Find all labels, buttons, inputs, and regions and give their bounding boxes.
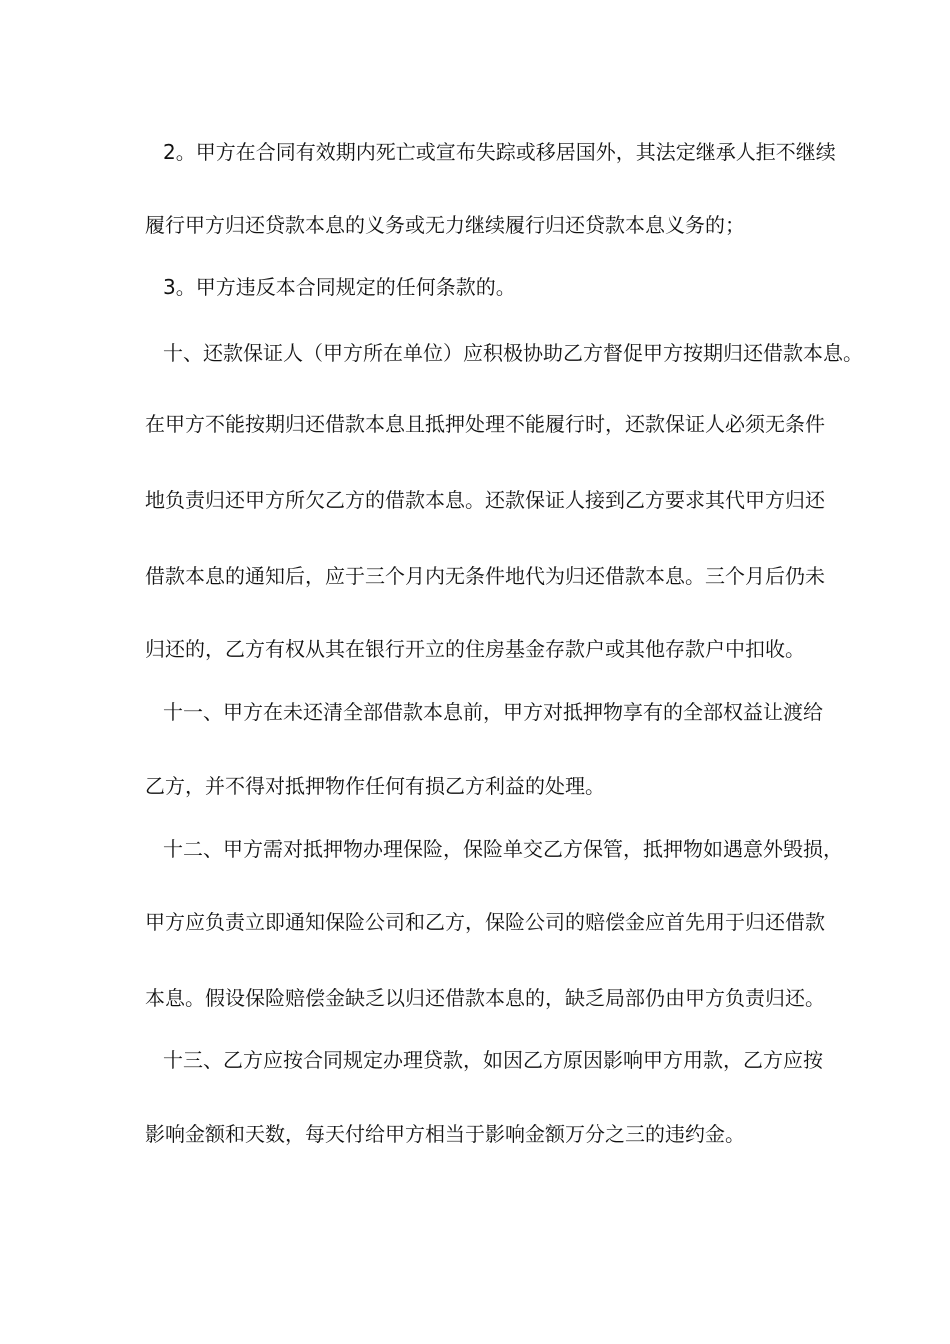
clause-12-line-2: 甲方应负责立即通知保险公司和乙方，保险公司的赔偿金应首先用于归还借款 [145,910,825,934]
paragraph-2-line-2: 履行甲方归还贷款本息的义务或无力继续履行归还贷款本息义务的； [145,213,745,237]
clause-13-line-2: 影响金额和天数，每天付给甲方相当于影响金额万分之三的违约金。 [145,1122,745,1146]
clause-11-line-2: 乙方，并不得对抵押物作任何有损乙方利益的处理。 [145,774,605,798]
clause-10-line-2: 在甲方不能按期归还借款本息且抵押处理不能履行时，还款保证人必须无条件 [145,412,825,436]
clause-10-line-4: 借款本息的通知后，应于三个月内无条件地代为归还借款本息。三个月后仍未 [145,564,825,588]
clause-13-line-1: 十三、乙方应按合同规定办理贷款，如因乙方原因影响甲方用款，乙方应按 [163,1048,823,1072]
clause-10-line-1: 十、还款保证人（甲方所在单位）应积极协助乙方督促甲方按期归还借款本息。 [163,341,863,365]
clause-11-line-1: 十一、甲方在未还清全部借款本息前，甲方对抵押物享有的全部权益让渡给 [163,700,823,724]
paragraph-3-line-1: 3。甲方违反本合同规定的任何条款的。 [163,275,516,299]
clause-12-line-1: 十二、甲方需对抵押物办理保险，保险单交乙方保管，抵押物如遇意外毁损， [163,837,843,861]
clause-10-line-5: 归还的，乙方有权从其在银行开立的住房基金存款户或其他存款户中扣收。 [145,637,805,661]
clause-10-line-3: 地负责归还甲方所欠乙方的借款本息。还款保证人接到乙方要求其代甲方归还 [145,488,825,512]
clause-12-line-3: 本息。假设保险赔偿金缺乏以归还借款本息的，缺乏局部仍由甲方负责归还。 [145,986,825,1010]
paragraph-2-line-1: 2。甲方在合同有效期内死亡或宣布失踪或移居国外，其法定继承人拒不继续 [163,140,836,164]
